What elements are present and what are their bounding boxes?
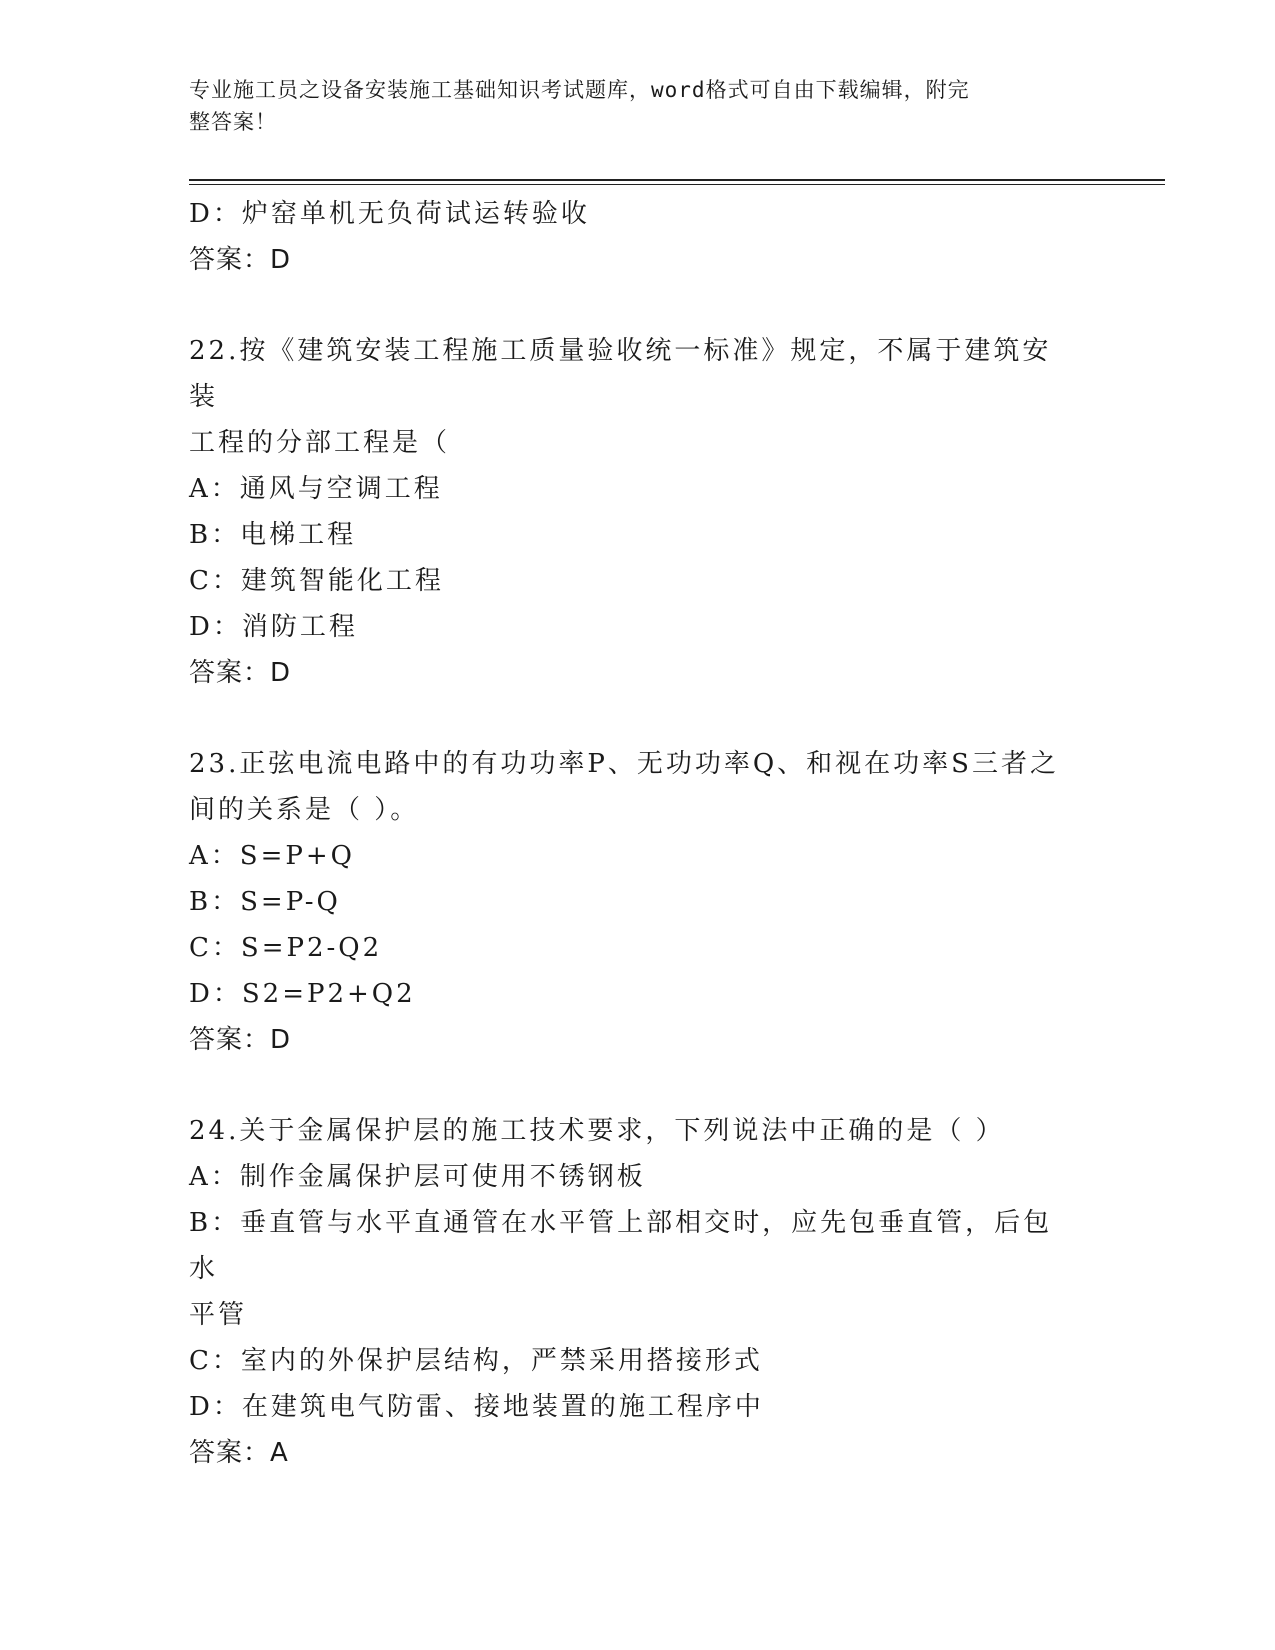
header-line-1: 专业施工员之设备安装施工基础知识考试题库，word格式可自由下载编辑，附完 xyxy=(189,78,970,102)
option-b: B：S=P-Q xyxy=(189,887,341,917)
spacer xyxy=(189,283,1079,328)
option-b: B：垂直管与水平直通管在水平管上部相交时，应先包垂直管，后包水 xyxy=(189,1208,1053,1284)
spacer xyxy=(189,1063,1079,1108)
option-d: D：S2=P2+Q2 xyxy=(189,979,416,1009)
answer-line: 答案：D xyxy=(189,1025,292,1055)
answer-line: 答案：D xyxy=(189,658,292,688)
option-c: C：建筑智能化工程 xyxy=(189,566,444,596)
option-c: C：S=P2-Q2 xyxy=(189,933,383,963)
prev-option-d: D：炉窑单机无负荷试运转验收 xyxy=(189,199,590,229)
page-header xyxy=(189,74,1079,138)
option-c: C：室内的外保护层结构，严禁采用搭接形式 xyxy=(189,1346,763,1376)
question-stem: 23.正弦电流电路中的有功功率P、无功功率Q、和视在功率S三者之 xyxy=(189,749,1059,779)
header-divider-thick xyxy=(189,179,1165,181)
header-divider-thin xyxy=(189,184,1165,185)
option-a: A：通风与空调工程 xyxy=(189,474,443,504)
answer-line: 答案：A xyxy=(189,1438,289,1468)
option-d: D：消防工程 xyxy=(189,612,358,642)
question-list xyxy=(189,191,1079,1476)
option-b-continued: 平管 xyxy=(189,1300,248,1330)
prev-answer: 答案：D xyxy=(189,245,292,275)
header-line-2: 整答案！ xyxy=(189,110,277,134)
question-stem: 22.按《建筑安装工程施工质量验收统一标准》规定，不属于建筑安装 xyxy=(189,336,1052,412)
spacer xyxy=(189,696,1079,741)
option-b: B：电梯工程 xyxy=(189,520,357,550)
question-22 xyxy=(189,328,1079,696)
option-a: A：制作金属保护层可使用不锈钢板 xyxy=(189,1162,646,1192)
question-23 xyxy=(189,741,1079,1063)
question-stem: 24.关于金属保护层的施工技术要求，下列说法中正确的是（ ） xyxy=(189,1116,1005,1146)
question-stem: 工程的分部工程是（ xyxy=(189,428,451,458)
option-d: D：在建筑电气防雷、接地装置的施工程序中 xyxy=(189,1392,764,1422)
option-a: A：S=P+Q xyxy=(189,841,355,871)
question-stem: 间的关系是（ ）。 xyxy=(189,795,420,825)
question-24 xyxy=(189,1108,1079,1476)
